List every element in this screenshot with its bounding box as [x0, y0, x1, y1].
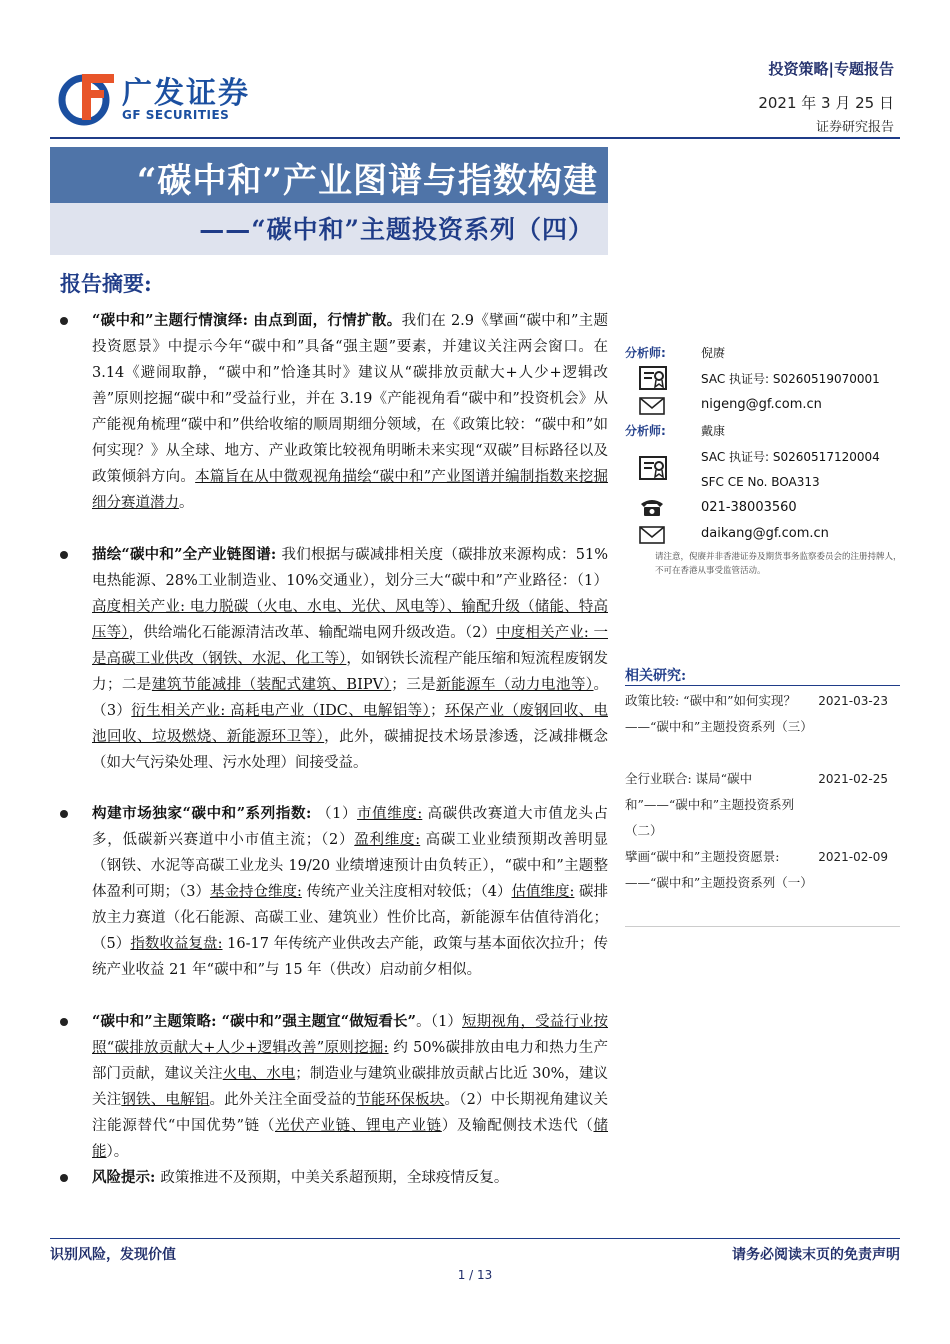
- body-text: 碳排放主力赛道（化石能源、高碳工业、建筑业）性价比高，新能源车估值待消化；（5）: [92, 884, 608, 952]
- analyst-2-sac: SAC 执证号: S0260517120004: [701, 450, 880, 464]
- analyst-1-email[interactable]: nigeng@gf.com.cn: [701, 397, 822, 412]
- email-icon: [639, 397, 665, 415]
- footer-divider: [50, 1238, 900, 1239]
- analyst-2-sfc: SFC CE No. BOA313: [701, 475, 820, 489]
- related-item-title[interactable]: 全行业联合: 谋局“碳中和”——“碳中和”主题投资系列（二）: [625, 771, 795, 838]
- underlined-text: 高度相关产业: 电力脱碳（火电、水电、光伏、风电等）、输配升级（储能、特高压等）: [92, 599, 608, 641]
- summary-body: [60, 308, 608, 1191]
- related-item-date: 2021-02-25: [818, 772, 888, 786]
- underlined-text: 建筑节能减排（装配式建筑、BIPV）: [151, 677, 392, 693]
- summary-heading: 报告摘要:: [60, 271, 152, 296]
- bold-lead-text: 构建市场独家“碳中和”系列指数:: [92, 805, 318, 822]
- summary-paragraph: [60, 1009, 608, 1165]
- underlined-text: 短期视角，受益行业按照“碳排放贡献大+人少+逻辑改善”原则挖掘:: [92, 1014, 608, 1056]
- underlined-text: 节能环保板块: [356, 1092, 445, 1108]
- analyst-2-name: 戴康: [701, 424, 726, 438]
- analyst-label: 分析师:: [625, 346, 666, 360]
- report-title: “碳中和”产业图谱与指数构建: [136, 161, 598, 201]
- body-text: ；制造业与建筑业碳排放贡献占比近 30%，建议关注: [92, 1066, 609, 1108]
- related-bottom-divider: [625, 926, 900, 927]
- bold-lead-text: 风险提示:: [92, 1169, 161, 1186]
- email-icon: [639, 526, 665, 544]
- phone-icon: [639, 496, 665, 518]
- body-text: 。（1）: [416, 1014, 463, 1030]
- license-note: 请注意，倪赓并非香港证券及期货事务监察委员会的注册持牌人，不可在香港从事受监管活动。: [655, 552, 902, 576]
- underlined-text: 环保产业（废钢回收、电池回收、垃圾燃烧、新能源环卫等）: [92, 703, 608, 745]
- related-item-title[interactable]: 政策比较: “碳中和”如何实现？——“碳中和”主题投资系列（三）: [625, 693, 813, 734]
- related-item-date: 2021-02-09: [818, 850, 888, 864]
- analyst-1-name: 倪赓: [701, 346, 726, 360]
- certificate-icon: [639, 366, 667, 390]
- body-text: ，供给端化石能源清洁改革、输配端电网升级改造。（2）: [128, 625, 497, 641]
- body-text: ，此外，碳捕捉技术场景渗透，泛减排概念（如大气污染处理、污水处理）间接受益。: [92, 729, 609, 771]
- body-text: ）。: [106, 1144, 129, 1160]
- analyst-2-phone: 021-38003560: [701, 500, 797, 515]
- risk-paragraph: [60, 1165, 608, 1191]
- title-block: [50, 147, 608, 255]
- analyst-2-email[interactable]: daikang@gf.com.cn: [701, 526, 829, 541]
- underlined-text: 光伏产业链、锂电产业链: [275, 1118, 442, 1134]
- page-number: 1 / 13: [457, 1268, 493, 1282]
- paragraph-text: [92, 806, 608, 978]
- body-text: 我们根据与碳减排相关度（碳排放来源构成：51%电热能源、28%工业制造业、10%交通业），划分三大“碳中和”产业路径：（1）: [92, 547, 608, 589]
- body-text: 高碳工业业绩预期改善明显（钢铁、水泥等高碳工业龙头 19/20 业绩增速预计由负转正），“碳中和”主题整体盈利可期；（3）: [92, 832, 608, 900]
- report-subtitle: ——“碳中和”主题投资系列（四）: [199, 215, 594, 244]
- underlined-text: 储能: [92, 1118, 609, 1160]
- report-category: 投资策略|专题报告: [768, 60, 894, 78]
- gf-logo-icon: [58, 70, 118, 126]
- body-text: 16-17 年传统产业供改去产能，政策与基本面依次拉升；传统产业收益 21 年“碳中和”与 15 年（供改）启动前夕相似。: [92, 936, 608, 978]
- underlined-text: 衍生相关产业: 高耗电产业（IDC、电解铝等）: [131, 703, 431, 719]
- body-text: 传统产业关注度相对较低；（4）: [301, 884, 512, 900]
- summary-paragraph: [60, 542, 608, 801]
- paragraph-text: [92, 1170, 508, 1186]
- underlined-text: 指数收益复盘:: [130, 936, 223, 952]
- underlined-text: 基金持仓维度:: [209, 884, 302, 900]
- body-text: 。此外关注全面受益的: [209, 1092, 357, 1108]
- analyst-2-row: [625, 420, 726, 442]
- analyst-1-row: [625, 342, 726, 364]
- bullet-icon: [60, 551, 68, 559]
- body-text: 高碳供改赛道大市值龙头占多，低碳新兴赛道中小市值主流；（2）: [92, 806, 608, 848]
- bullet-icon: [60, 810, 68, 818]
- underlined-text: 钢铁、电解铝: [121, 1092, 210, 1108]
- bold-lead-text: “碳中和”主题行情演绎: 由点到面，行情扩散。: [92, 312, 402, 329]
- related-research-heading: 相关研究:: [625, 668, 687, 684]
- body-text: 约 50%碳排放由电力和热力生产部门贡献，建议关注: [92, 1040, 608, 1082]
- underlined-text: 本篇旨在从中微观视角描绘“碳中和”产业图谱并编制指数来挖掘细分赛道潜力: [92, 469, 609, 511]
- body-text: 。: [179, 495, 194, 511]
- report-date: 2021 年 3 月 25 日: [758, 94, 894, 112]
- body-text: ；: [430, 703, 445, 719]
- body-text: 。（3）: [92, 677, 609, 719]
- underlined-text: 中度相关产业: 一是高碳工业供改（钢铁、水泥、化工等）: [92, 625, 608, 667]
- body-text: 政策推进不及预期，中美关系超预期，全球疫情反复。: [160, 1170, 509, 1186]
- related-divider: [625, 685, 900, 686]
- summary-paragraph: [60, 308, 608, 542]
- header-divider: [50, 137, 900, 139]
- body-text: ；三是: [391, 677, 437, 693]
- underlined-text: 火电、水电: [222, 1066, 296, 1082]
- body-text: 。（2）中长期视角建议关注能源替代“中国优势”链（: [92, 1092, 609, 1134]
- report-type: 证券研究报告: [815, 120, 894, 135]
- underlined-text: 估值维度:: [511, 884, 575, 900]
- bullet-icon: [60, 317, 68, 325]
- gf-securities-logo: [58, 66, 258, 128]
- body-text: ，如钢铁长流程产能压缩和短流程废钢发力；二是: [92, 651, 609, 693]
- underlined-text: 盈利维度:: [354, 832, 421, 848]
- related-item-title[interactable]: 擘画“碳中和”主题投资愿景:——“碳中和”主题投资系列（一）: [625, 849, 813, 890]
- body-text: 我们在 2.9《擘画“碳中和”主题投资愿景》中提示今年“碳中和”具备“强主题”要素，并建议关注两会窗口。在 3.14《避闹取静，“碳中和”恰逢其时》建议从“碳排放贡献大+人少+逻辑改善”原则挖掘“碳中和”受益行业，并在 3.19《产能视角看“碳中和”投资机会》从产能视角梳理“碳中和”供给收缩的顺周期细分领域，在《政策比较：“碳中和”如何实现？》从全球、地方、产业政策比较视角明晰未来实现“双碳”目标路径以及政策倾斜方向。: [92, 313, 608, 485]
- underlined-text: 市值维度:: [357, 806, 423, 822]
- logo-english-text: GF SECURITIES: [122, 108, 230, 122]
- logo-chinese-text: 广发证券: [122, 76, 250, 111]
- paragraph-text: [92, 313, 608, 511]
- analyst-label: 分析师:: [625, 424, 666, 438]
- footer-slogan: 识别风险，发现价值: [50, 1247, 176, 1263]
- body-text: ）及输配侧技术迭代（: [441, 1118, 594, 1134]
- underlined-text: 新能源车（动力电池等）: [436, 677, 594, 693]
- paragraph-text: [92, 1014, 608, 1160]
- body-text: （1）: [317, 806, 358, 822]
- bullet-icon: [60, 1018, 68, 1026]
- related-item-date: 2021-03-23: [818, 694, 888, 708]
- bold-lead-text: “碳中和”主题策略: “碳中和”强主题宜“做短看长”: [92, 1013, 417, 1030]
- paragraph-text: [92, 547, 608, 771]
- footer-disclaimer-note: 请务必阅读末页的免责声明: [732, 1247, 900, 1263]
- analyst-1-sac: SAC 执证号: S0260519070001: [701, 372, 880, 386]
- bold-lead-text: 描绘“碳中和”全产业链图谱:: [92, 546, 282, 563]
- bullet-icon: [60, 1174, 68, 1182]
- certificate-icon: [639, 456, 667, 480]
- summary-paragraph: [60, 801, 608, 1009]
